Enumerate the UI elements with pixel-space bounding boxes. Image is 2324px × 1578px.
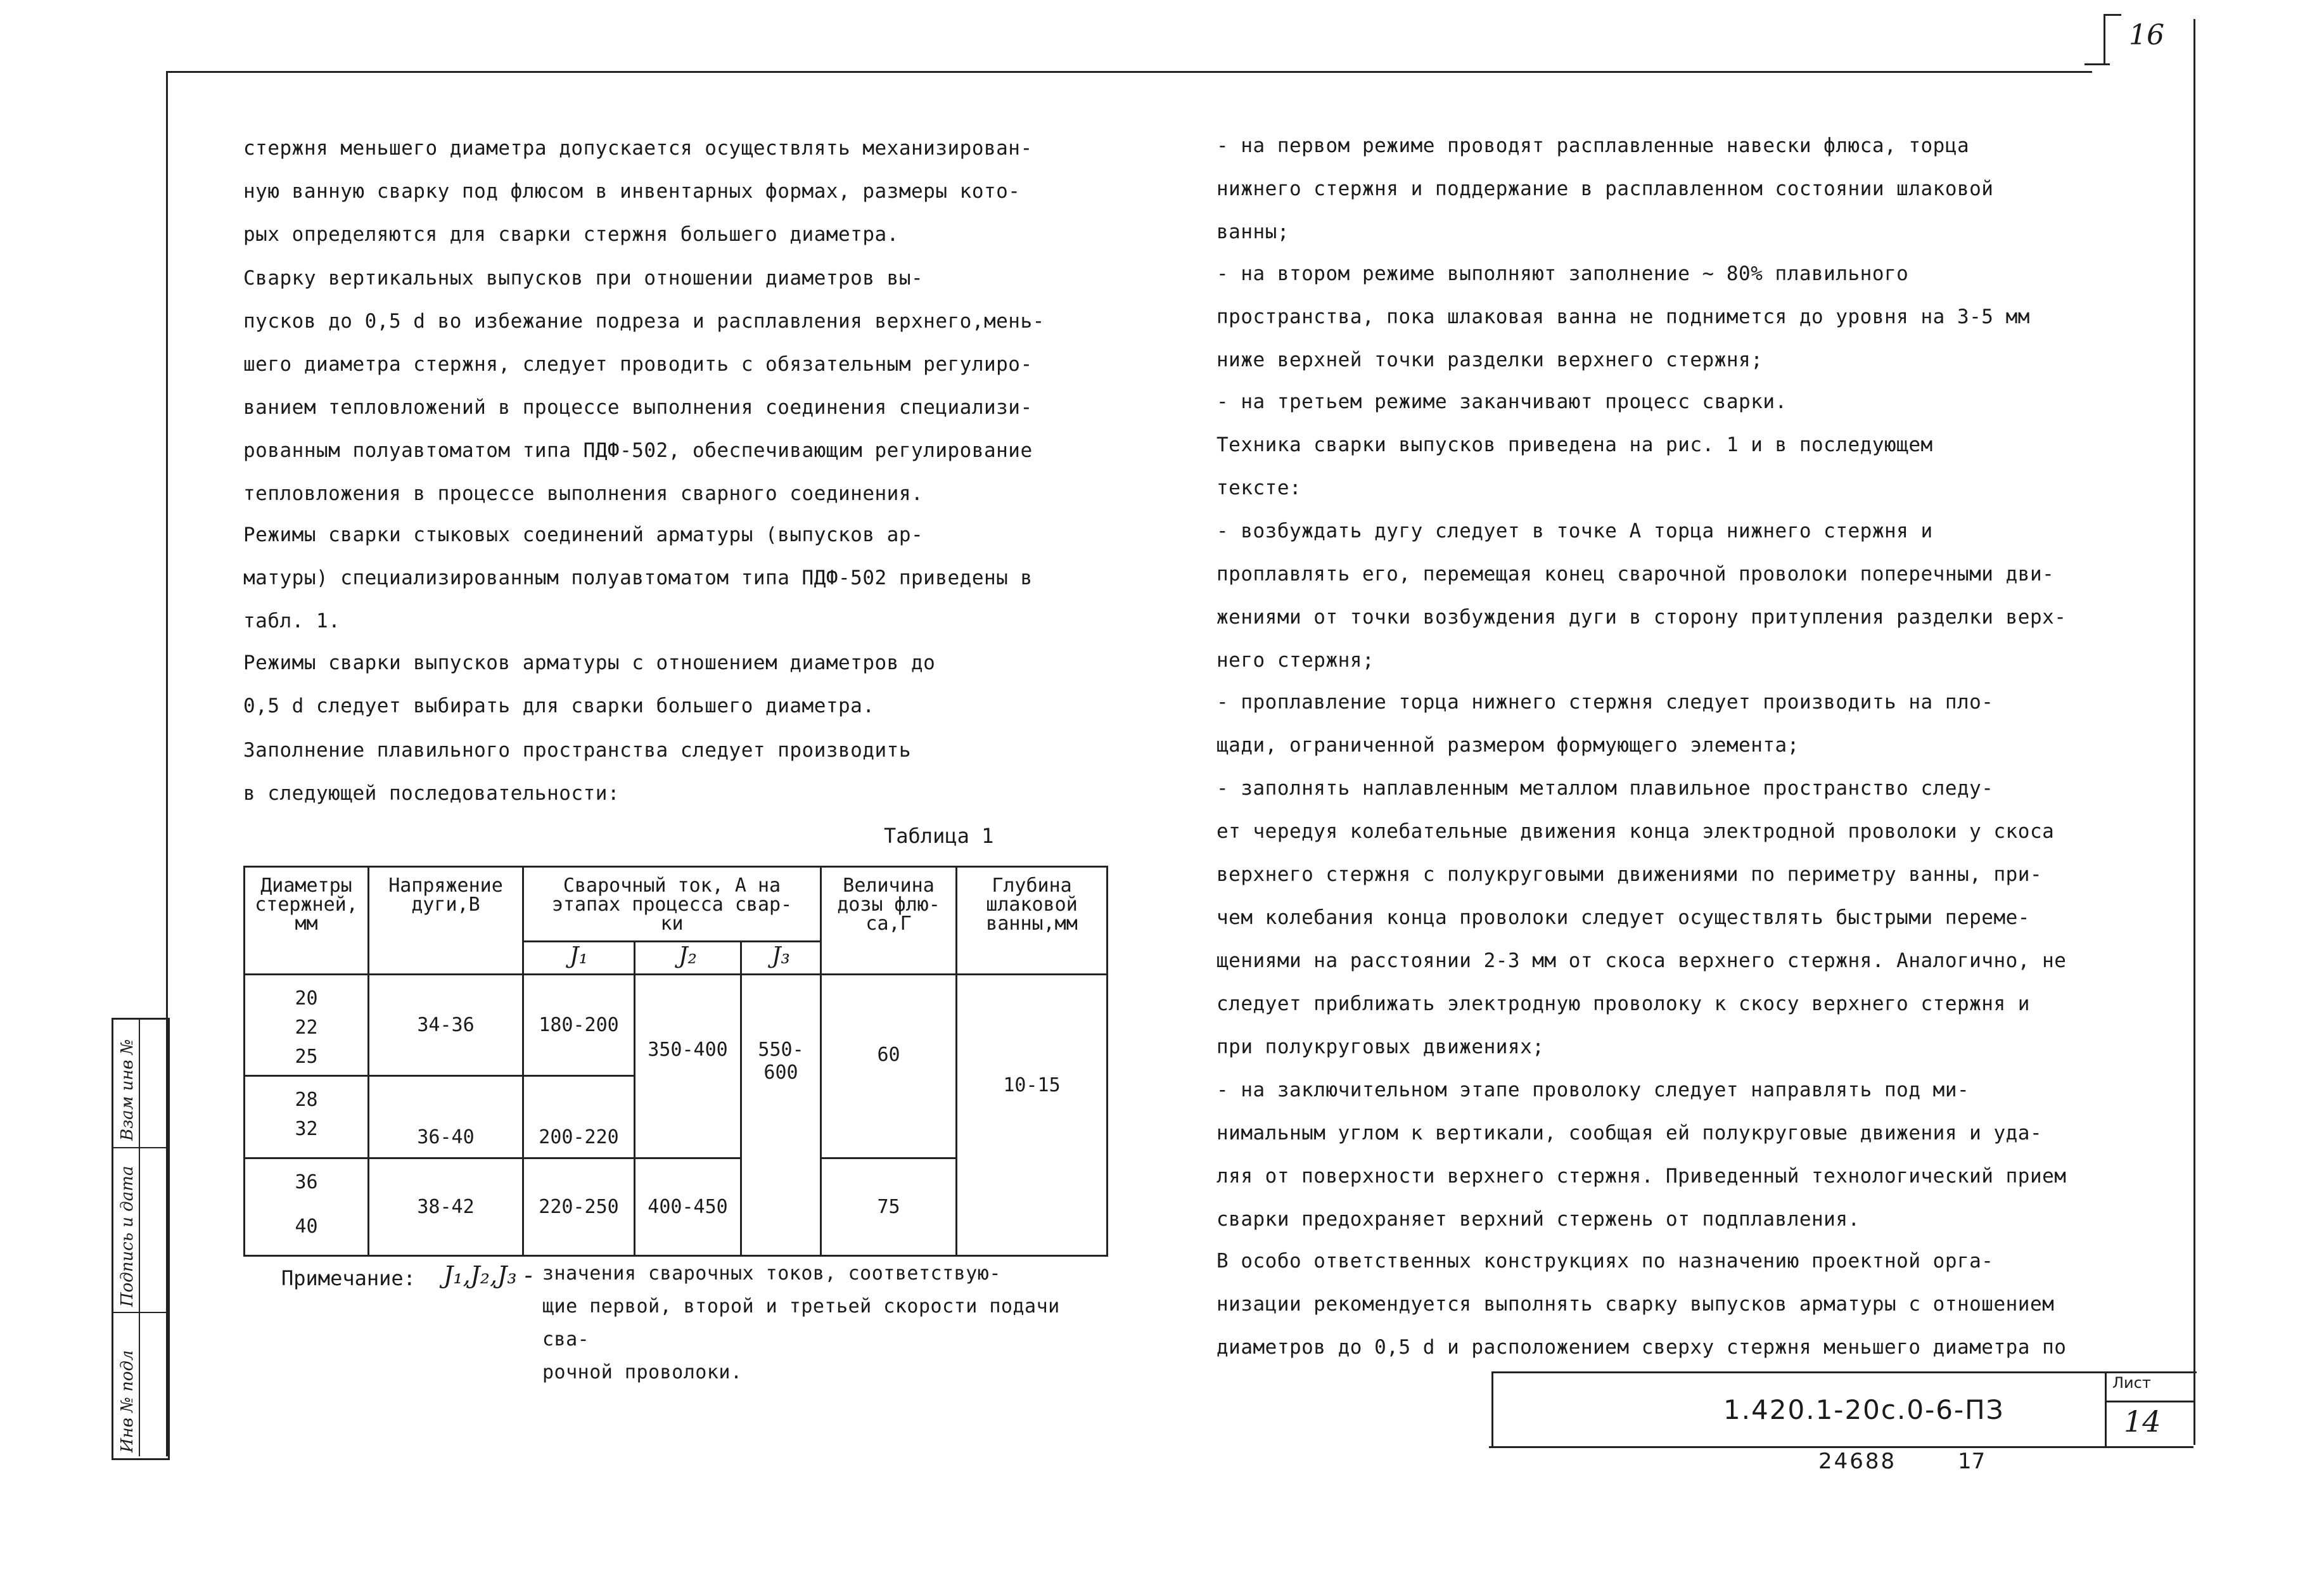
welding-modes-table (243, 866, 1108, 1257)
table-header-voltage: Напряжение дуги,В (369, 867, 523, 975)
table-header-diameters: Диаметры стержней, мм (245, 867, 369, 975)
table-header-current: Сварочный ток, А на этапах процесса свар- ки (523, 867, 821, 942)
table-cell-j2-1: 350-400 (635, 975, 741, 1158)
right-paragraph-5: - возбуждать дугу следует в точке А торца нижнего стержня и проплавлять его, перемещая конец сварочной проволоки поперечными дви- жениями от точки возбуждения дуги в сторону притупления разделки верх- него стержня; (1216, 520, 2067, 672)
table-caption: Таблица 1 (884, 824, 994, 848)
table-cell-flux-3: 75 (821, 1158, 957, 1256)
table-cell-j3-1: 550- 600 (741, 975, 821, 1256)
bottom-right-number: 17 (1958, 1449, 1986, 1474)
table-subheader-j3: J₃ (741, 942, 821, 975)
title-block-divider (2105, 1371, 2107, 1446)
sheet-number: 14 (2124, 1404, 2161, 1439)
left-paragraph-1: стержня меньшего диаметра допускается осуществлять механизирован- ную ванную сварку под флюсом в инвентарных формах, размеры кото- рых определяются для сварки стержня большего диаметра. (243, 137, 1033, 246)
top-frame-line (166, 71, 2092, 73)
right-paragraph-2: - на втором режиме выполняют заполнение ~ 80% плавильного пространства, пока шлаковая ванна не поднимется до уровня на 3-5 мм ниже верхней точки разделки верхнего стержня; (1216, 262, 2030, 371)
margin-label-replaces-inv: Взам инв № (118, 1039, 137, 1141)
left-paragraph-4: Режимы сварки выпусков арматуры с отношением диаметров до 0,5 d следует выбирать для сварки большего диаметра. (243, 651, 936, 717)
right-paragraph-9: В особо ответственных конструкциях по назначению проектной орга- низации рекомендуется выполнять сварку выпусков арматуры с отношением диаметров до 0,5 d и расположением сверху стержня меньшего диаметра по (1216, 1250, 2067, 1359)
right-paragraph-6: - проплавление торца нижнего стержня следует производить на пло- щади, ограниченной размером формующего элемента; (1216, 691, 1994, 757)
table-cell-voltage-2: 36-40 (369, 1076, 523, 1158)
sheet-label: Лист (2112, 1374, 2151, 1392)
right-paragraph-7: - заполнять наплавленным металлом плавильное пространство следу- ет чередуя колебательные движения конца электродной проволоки у скоса верхнего стержня с полукруговыми движениями по периметру ванны, при- чем колебания конца проволоки следует осуществлять быстрыми переме- щениями на расстоянии 2-3 мм от скоса верхнего стержня. Аналогично, не следует приближать электродную проволоку к скосу верхнего стержня и при полукруговых движениях; (1216, 777, 2067, 1058)
table-cell-j2-3: 400-450 (635, 1158, 741, 1256)
page-number-bracket (2104, 14, 2105, 65)
right-frame-line (2193, 19, 2195, 1445)
table-cell-j1-3: 220-250 (523, 1158, 635, 1256)
note-symbols: J₁,J₂,J₃ - (444, 1261, 533, 1289)
page-number-bracket-top (2104, 14, 2121, 16)
table-cell-voltage-3: 38-42 (369, 1158, 523, 1256)
table-cell-depth-1: 10-15 (957, 975, 1108, 1256)
note-text: значения сварочных токов, соответствую- щие первой, второй и третьей скорости подачи сва- рочной проволоки. (542, 1262, 1060, 1383)
table-header-flux: Величина дозы флю- са,Г (821, 867, 957, 975)
table-cell-diameters-2: 28 32 (245, 1076, 369, 1158)
left-paragraph-2: Сварку вертикальных выпусков при отношении диаметров вы- пусков до 0,5 d во избежание подреза и расплавления верхнего,мень- шего диаметра стержня, следует проводить с обязательным регулиро- ванием тепловложений в процессе выполнения соединения специализи- рованным полуавтоматом типа ПДФ-502, обеспечивающим регулирование тепловложения в процессе выполнения сварного соединения. (243, 267, 1045, 505)
table-cell-voltage-1: 34-36 (369, 975, 523, 1076)
margin-stamp-divider (112, 1312, 166, 1313)
left-paragraph-3: Режимы сварки стыковых соединений арматуры (выпусков ар- матуры) специализированным полуавтоматом типа ПДФ-502 приведены в табл. 1. (243, 523, 1033, 632)
table-cell-diameters-1: 20 22 25 (245, 975, 369, 1076)
bottom-number: 24688 (1818, 1449, 1897, 1474)
right-paragraph-4: Техника сварки выпусков приведена на рис. 1 и в последующем тексте: (1216, 433, 1933, 499)
table-header-slag-depth: Глубина шлаковой ванны,мм (957, 867, 1108, 975)
table-cell-flux-1: 60 (821, 975, 957, 1158)
margin-stamp-divider (112, 1147, 166, 1148)
table-cell-j1-1: 180-200 (523, 975, 635, 1076)
margin-label-sign-date: Подпись и дата (118, 1165, 137, 1307)
document-code: 1.420.1-20с.0-6-ПЗ (1723, 1394, 2005, 1425)
left-paragraph-5: Заполнение плавильного пространства следует производить в следующей последовательности: (243, 739, 911, 805)
page-number-bracket-bottom (2085, 63, 2110, 65)
right-paragraph-8: - на заключительном этапе проволоку следует направлять под ми- нимальным углом к вертикали, сообщая ей полукруговые движения и уда- ляя от поверхности верхнего стержня. Приведенный технологический прием сварки предохраняет верхний стержень от подплавления. (1216, 1079, 2067, 1231)
right-paragraph-3: - на третьем режиме заканчивают процесс сварки. (1216, 390, 1787, 413)
right-paragraph-1: - на первом режиме проводят расплавленные навески флюса, торца нижнего стержня и поддержание в расплавленном состоянии шлаковой ванны; (1216, 134, 1994, 243)
margin-label-inv-orig: Инв № подл (118, 1350, 137, 1453)
table-subheader-j2: J₂ (635, 942, 741, 975)
note-label: Примечание: (281, 1266, 416, 1290)
title-block-divider-h (2105, 1401, 2193, 1402)
margin-stamp-divider (139, 1018, 140, 1456)
table-cell-j1-2: 200-220 (523, 1076, 635, 1158)
table-cell-diameters-3: 36 40 (245, 1158, 369, 1256)
table-subheader-j1: J₁ (523, 942, 635, 975)
page-number: 16 (2129, 19, 2164, 51)
